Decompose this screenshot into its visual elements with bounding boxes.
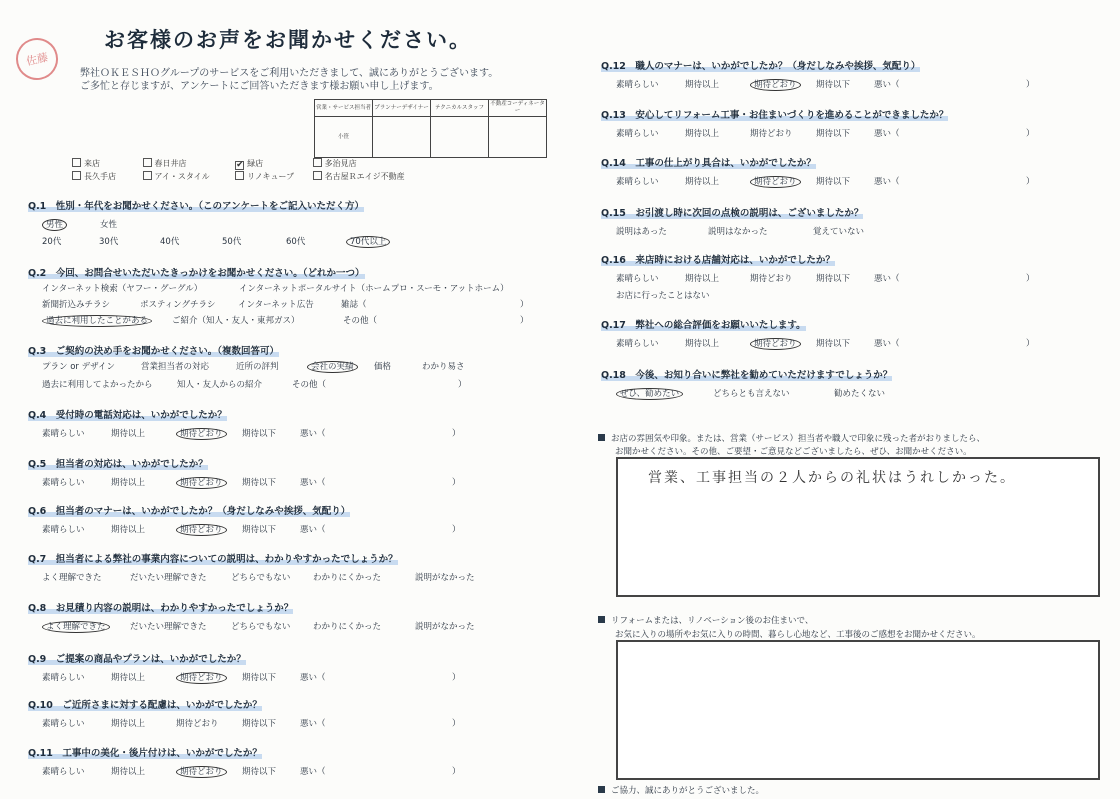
answer-option[interactable]: よく理解できた [42,620,110,632]
store-row-2: 長久手店 アイ・スタイル リノキューブ 名古屋Ｒエイジ不動産 [72,171,405,182]
answer-option[interactable]: 営業担当者の対応 [141,362,210,372]
answer-option[interactable]: 悪い（ [874,80,900,90]
answer-option[interactable]: 悪い（ [300,767,326,777]
answer-option[interactable]: 40代 [160,237,180,247]
question-title: Q.15 お引渡し時に次回の点検の説明は、ございましたか？ [601,208,864,219]
answer-option[interactable]: その他（ [343,316,378,326]
answer-option: ） [1026,339,1035,349]
answer-option[interactable]: 素晴らしい [42,719,85,729]
impression-prompt: お店の雰囲気や印象。または、営業（サービス）担当者や職人で印象に残った者がおりましたら、 [598,432,985,444]
answer-option: ） [458,380,467,390]
answer-option[interactable]: 期待どおり [750,175,801,187]
answer-option[interactable]: 期待以上 [111,478,146,488]
answer-option[interactable]: 悪い（ [874,274,900,284]
answer-option[interactable]: 30代 [99,237,119,247]
answer-option[interactable]: 期待どおり [750,129,793,139]
answer-option[interactable]: 期待以下 [242,673,277,683]
question-title: Q.17 弊社への総合評価をお願いいたします。 [601,320,806,331]
seal-stamp: 佐藤 [12,34,62,84]
answer-option[interactable]: 悪い（ [874,339,900,349]
answer-option[interactable]: 期待以上 [111,767,146,777]
store-checkbox[interactable] [72,171,81,180]
question-title: Q.3 ご契約の決め手をお聞かせください。（複数回答可） [28,346,280,357]
answer-option[interactable]: 知人・友人からの紹介 [177,380,263,390]
answer-option[interactable]: 期待どおり [176,476,227,488]
answer-option[interactable]: 悪い（ [874,129,900,139]
answer-option[interactable]: 期待以上 [685,129,720,139]
answer-option[interactable]: 説明はなかった [708,227,768,237]
answer-option[interactable]: 期待どおり [176,719,219,729]
answer-option[interactable]: 期待以下 [816,80,851,90]
store-checkbox[interactable] [143,171,152,180]
question-title: Q.12 職人のマナーは、いかがでしたか？（身だしなみや挨拶、気配り） [601,61,921,72]
question-title: Q.10 ご近所さまに対する配慮は、いかがでしたか？ [28,700,262,711]
question-title: Q.7 担当者による弊社の事業内容についての説明は、わかりやすかったでしょうか？ [28,554,398,565]
store-checkbox[interactable] [72,158,81,167]
answer-option[interactable]: 悪い（ [300,525,326,535]
answer-option[interactable]: 期待どおり [176,427,227,439]
store-checkbox[interactable] [235,171,244,180]
question-title: Q.1 性別・年代をお聞かせください。（このアンケートをご記入いただく方） [28,201,364,212]
answer-option[interactable]: お店に行ったことはない [616,291,710,301]
staff-value[interactable] [431,117,489,158]
answer-option: ） [1026,80,1035,90]
answer-option[interactable]: わかりにくかった [313,573,382,583]
answer-option[interactable]: どちらでもない [231,573,291,583]
answer-option[interactable]: 期待以上 [111,673,146,683]
question-title: Q.8 お見積り内容の説明は、わかりやすかったでしょうか？ [28,603,294,614]
store-checkbox[interactable] [313,158,322,167]
answer-option: ） [452,719,461,729]
question-title: Q.16 来店時における店舗対応は、いかがでしたか？ [601,255,835,266]
answer-option[interactable]: 過去に利用したことがある [42,314,152,326]
staff-header: 不動産コーディネーター [489,100,547,117]
answer-option[interactable]: 悪い（ [874,177,900,187]
answer-option[interactable]: 価格 [374,362,392,372]
answer-option[interactable]: 期待以上 [111,429,146,439]
answer-option[interactable]: 素晴らしい [616,129,659,139]
answer-option[interactable]: 新聞折込みチラシ [42,300,111,310]
answer-option[interactable]: 説明はあった [616,227,667,237]
question-title: Q.4 受付時の電話対応は、いかがでしたか？ [28,410,227,421]
answer-option[interactable]: 60代 [286,237,306,247]
answer-option[interactable]: 素晴らしい [616,274,659,284]
answer-option[interactable]: 素晴らしい [616,177,659,187]
intro-line-1: 弊社ＯＫＥＳＨＯグループのサービスをご利用いただきまして、誠にありがとうございます。 [80,68,499,79]
answer-option[interactable]: ご紹介（知人・友人・東邦ガス） [172,316,300,326]
answer-option[interactable]: 悪い（ [300,429,326,439]
answer-option[interactable]: 期待以下 [242,478,277,488]
answer-option: ） [520,316,529,326]
answer-option[interactable]: 素晴らしい [616,80,659,90]
answer-option[interactable]: ぜひ、勧めたい [616,387,683,399]
answer-option[interactable]: 期待以上 [111,719,146,729]
answer-option[interactable]: 期待以上 [111,525,146,535]
store-checkbox[interactable] [313,171,322,180]
answer-option[interactable]: 期待どおり [750,337,801,349]
reform-comment-box[interactable] [616,640,1100,780]
answer-option[interactable]: 期待以下 [816,129,851,139]
question-title: Q.6 担当者のマナーは、いかがでしたか？（身だしなみや挨拶、気配り） [28,506,351,517]
answer-option: ） [452,429,461,439]
answer-option[interactable]: ポスティングチラシ [140,300,216,310]
page-title: お客様のお声をお聞かせください。 [104,28,472,52]
answer-option[interactable]: 期待どおり [176,765,227,777]
answer-option[interactable]: 素晴らしい [42,673,85,683]
answer-option[interactable]: 女性 [100,220,118,230]
handwritten-comment: 営業、工事担当の２人からの礼状はうれしかった。 [648,470,1016,486]
answer-option[interactable]: 期待以下 [242,719,277,729]
question-title: Q.5 担当者の対応は、いかがでしたか？ [28,459,208,470]
answer-option[interactable]: 近所の評判 [236,362,279,372]
answer-option: ） [1026,129,1035,139]
answer-option[interactable]: 期待以下 [242,429,277,439]
answer-option[interactable]: プラン or デザイン [42,362,116,372]
answer-option[interactable]: 期待以上 [685,339,720,349]
answer-option: ） [452,525,461,535]
answer-option[interactable]: よく理解できた [42,573,102,583]
answer-option: ） [1026,274,1035,284]
answer-option[interactable]: 期待どおり [750,78,801,90]
answer-option[interactable]: 過去に利用してよかったから [42,380,153,390]
answer-option[interactable]: 期待以下 [816,339,851,349]
store-checkbox-checked[interactable]: ✔ [236,160,244,170]
question-title: Q.13 安心してリフォーム工事・お住まいづくりを進めることができましたか？ [601,110,949,121]
answer-option[interactable]: 期待どおり [176,523,227,535]
answer-option[interactable]: 素晴らしい [42,767,85,777]
staff-header: テクニカルスタッフ [431,100,489,117]
staff-value[interactable] [373,117,431,158]
square-bullet-icon [598,616,605,623]
answer-option[interactable]: どちらでもない [231,622,291,632]
answer-option: ） [520,300,529,310]
question-title: Q.18 今後、お知り合いに弊社を勧めていただけますでしょうか？ [601,370,893,381]
answer-option[interactable]: 期待どおり [750,274,793,284]
answer-option[interactable]: 期待どおり [176,671,227,683]
answer-option[interactable]: わかり易さ [422,362,465,372]
reform-prompt: リフォームまたは、リノベーション後のお住まいで、 [598,614,813,626]
answer-option[interactable]: 期待以上 [685,274,720,284]
store-row-1: 来店 春日井店 ✔ 緑店 多治見店 [72,158,357,170]
question-title: Q.9 ご提案の商品やプランは、いかがでしたか？ [28,654,246,665]
answer-option[interactable]: だいたい理解できた [130,622,207,632]
answer-option[interactable]: インターネット広告 [238,300,314,310]
answer-option[interactable]: 70代以上 [346,235,390,247]
answer-option[interactable]: 期待以下 [816,274,851,284]
answer-option[interactable]: インターネットポータルサイト（ホームプロ・スーモ・アットホーム） [239,284,509,294]
answer-option[interactable]: わかりにくかった [313,622,382,632]
square-bullet-icon [598,434,605,441]
staff-header: プランナーデザイナー [373,100,431,117]
answer-option[interactable]: 覚えていない [813,227,865,237]
answer-option[interactable]: 期待以上 [685,177,720,187]
answer-option[interactable]: 説明がなかった [415,573,475,583]
answer-option[interactable]: だいたい理解できた [130,573,207,583]
answer-option[interactable]: 説明がなかった [415,622,475,632]
answer-option[interactable]: インターネット検索（ヤフー・グーグル） [42,284,203,294]
answer-option[interactable]: 50代 [222,237,242,247]
answer-option[interactable]: 期待以下 [816,177,851,187]
answer-option[interactable]: 雑誌（ [341,300,367,310]
store-checkbox[interactable] [143,158,152,167]
thanks-line: ご協力、誠にありがとうございました。 [598,784,764,796]
answer-option[interactable]: その他（ [292,380,327,390]
answer-option: ） [1026,177,1035,187]
answer-option[interactable]: 悪い（ [300,673,326,683]
answer-option[interactable]: 期待以下 [242,767,277,777]
answer-option[interactable]: 素晴らしい [42,429,85,439]
answer-option: ） [452,478,461,488]
impression-comment-box[interactable] [616,457,1100,597]
question-title: Q.11 工事中の美化・後片付けは、いかがでしたか？ [28,748,262,759]
answer-option[interactable]: 勧めたくない [834,389,886,399]
answer-option: ） [452,673,461,683]
question-title: Q.14 工事の仕上がり具合は、いかがでしたか？ [601,158,816,169]
staff-value[interactable]: 小笹 [315,117,373,158]
answer-option[interactable]: 素晴らしい [42,525,85,535]
answer-option[interactable]: 期待以下 [242,525,277,535]
reform-prompt-2: お気に入りの場所やお気に入りの時間、暮らし心地など、工事後のご感想をお聞かせください。 [615,630,981,640]
square-bullet-icon [598,786,605,793]
answer-option[interactable]: 素晴らしい [42,478,85,488]
intro-line-2: ご多忙と存じますが、アンケートにご回答いただきます様お願い申し上げます。 [80,81,439,92]
staff-value[interactable] [489,117,547,158]
answer-option[interactable]: 20代 [42,237,62,247]
answer-option[interactable]: 期待以上 [685,80,720,90]
staff-header: 営業・サービス担当者 [315,100,373,117]
answer-option[interactable]: 素晴らしい [616,339,659,349]
answer-option[interactable]: 悪い（ [300,478,326,488]
answer-option[interactable]: 悪い（ [300,719,326,729]
answer-option[interactable]: 会社の実績 [307,360,358,372]
answer-option[interactable]: どちらとも言えない [713,389,790,399]
staff-table [314,99,547,158]
answer-option[interactable]: 男性 [42,218,67,230]
question-title: Q.2 今回、お問合せいただいたきっかけをお聞かせください。（どれか一つ） [28,268,365,279]
answer-option: ） [452,767,461,777]
impression-prompt-2: お聞かせください。その他、ご要望・ご意見などございましたら、ぜひ、お聞かせください。 [615,447,972,457]
